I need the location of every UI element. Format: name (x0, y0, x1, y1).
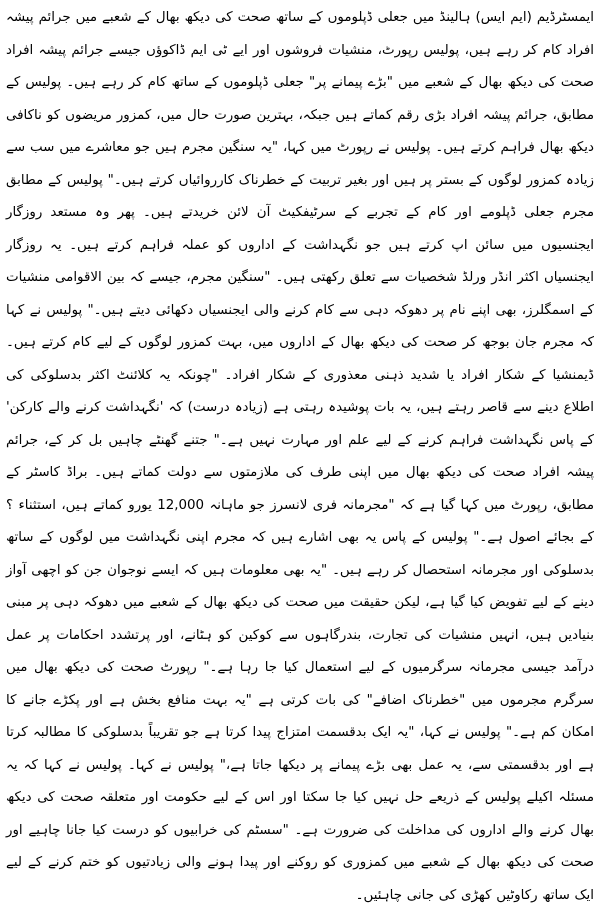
article-body: ایمسٹرڈیم (ایم ایس) ہالینڈ میں جعلی ڈپلوموں کے ساتھ صحت کی دیکھ بھال کے شعبے میں جرائم پیشہ افراد کام کر رہے ہیں، پولیس رپورٹ، منشیات فروشوں اور ایے ٹی ایم ڈاکوؤں جیسے جرائم پیشہ افراد صحت کی دیکھ بھال کے شعبے میں "بڑے پیمانے پر" جعلی ڈپلوموں کے ساتھ کام کر رہے ہیں۔ پولیس کے مطابق، جرائم پیشہ افراد بڑی رقم کماتے ہیں جبکہ، بہترین صورت حال میں، کمزور مریضوں کو ناکافی دیکھ بھال فراہم کرتے ہیں۔ پولیس نے رپورٹ میں کہا، "یہ سنگین مجرم ہیں جو معاشرے میں سب سے زیادہ کمزور لوگوں کے بستر پر ہیں اور بغیر تربیت کے خطرناک کارروائیاں کرتے ہیں۔" پولیس کے مطابق مجرم جعلی ڈپلومے اور کام کے تجربے کے سرٹیفکیٹ آن لائن خریدتے ہیں۔ پھر وہ مستعد روزگار ایجنسیوں میں سائن اپ کرتے ہیں جو نگہداشت کے اداروں کو عملہ فراہم کرتے ہیں۔ یہ روزگار ایجنسیاں اکثر انڈر ورلڈ شخصیات سے تعلق رکھتی ہیں۔ "سنگین مجرم، جیسے کہ بین الاقوامی منشیات کے اسمگلرز، بھی اپنے نام پر دھوکہ دہی سے کام کرنے والی ایجنسیاں دکھائی دیتے ہیں۔" پولیس نے کہا کہ مجرم جان بوجھ کر صحت کی دیکھ بھال کے اداروں میں، بہت کمزور لوگوں کے لیے کام کرتے ہیں۔ ڈیمنشیا کے شکار افراد یا شدید ذہنی معذوری کے شکار افراد۔ "چونکہ یہ کلائنٹ اکثر بدسلوکی کی اطلاع دینے سے قاصر رہتے ہیں، یہ بات پوشیدہ رہتی ہے (زیادہ درست) کہ 'نگہداشت کرنے والے کارکن' کے پاس نگہداشت فراہم کرنے کے لیے علم اور مہارت نہیں ہے۔" جتنے گھنٹے چاہیں بل کر کے، جرائم پیشہ افراد صحت کی دیکھ بھال میں اپنی طرف کی ملازمتوں سے دولت کماتے ہیں۔ براڈ کاسٹر کے مطابق، رپورٹ میں کہا گیا ہے کہ "مجرمانہ فری لانسرز جو ماہانہ 12,000 یورو کماتے ہیں، استثناء ؟ کے بجائے اصول ہے۔" پولیس کے پاس یہ بھی اشارے ہیں کہ مجرم اپنی نگہداشت میں لوگوں کے ساتھ بدسلوکی اور مجرمانہ استحصال کر رہے ہیں۔ "یہ بھی معلومات ہیں کہ ایسے نوجوان جن کو اچھی آواز دینے کے لیے تفویض کیا گیا ہے، لیکن حقیقت میں صحت کی دیکھ بھال کے شعبے میں دھوکہ دہی پر مبنی بنیادیں ہیں، انہیں منشیات کی تجارت، بندرگاہوں سے کوکین کو ہٹانے، اور پرتشدد احکامات پر عمل درآمد جیسی مجرمانہ سرگرمیوں کے لیے استعمال کیا جا رہا ہے۔" رپورٹ صحت کی دیکھ بھال میں سرگرم مجرموں میں "خطرناک اضافے" کی بات کرتی ہے "یہ بہت منافع بخش ہے اور پکڑے جانے کا امکان کم ہے۔" پولیس نے کہا، "یہ ایک بدقسمت امتزاج پیدا کرتا ہے جو تقریباً بدسلوکی کا مطالبہ کرتا ہے اور بدقسمتی سے، یہ عمل بھی بڑے پیمانے پر دیکھا جاتا ہے،" پولیس نے کہا۔ پولیس نے کہا کہ یہ مسئلہ اکیلے پولیس کے ذریعے حل نہیں کیا جا سکتا اور اس کے لیے حکومت اور متعلقہ صحت کی دیکھ بھال کرنے والے اداروں کی مداخلت کی ضرورت ہے۔ "سسٹم کی خرابیوں کو درست کیا جانا چاہیے اور صحت کی دیکھ بھال کے شعبے میں کمزوری کو روکنے اور پیدا ہونے والی زیادتیوں کو ختم کرنے کے لیے ایک ساتھ رکاوٹیں کھڑی کی جانی چاہئیں۔ (6, 10, 595, 903)
